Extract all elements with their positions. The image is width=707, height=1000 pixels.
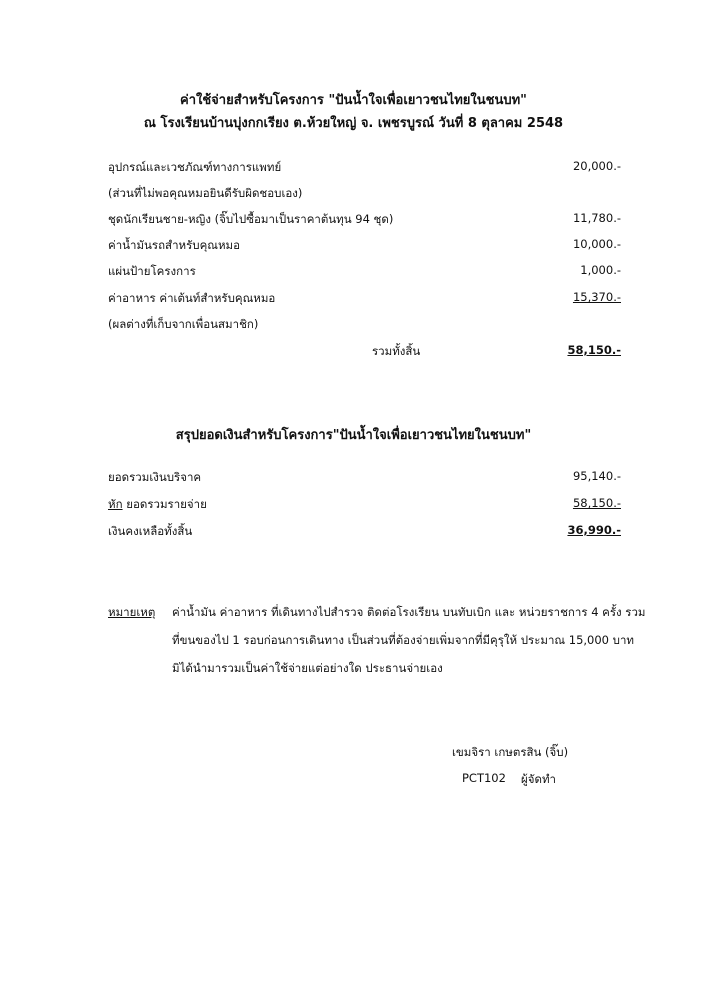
expense-item-note: (ผลต่างที่เก็บจากเพื่อนสมาชิก) [108,317,259,331]
expense-item-amount: 11,780.- [572,211,621,225]
summary-title: สรุปยอดเงินสำหรับโครงการ"ปันน้ำใจเพื่อเยาวชนไทยในชนบท" [175,428,532,443]
expenses-total-amount: 58,150.- [567,343,621,357]
expense-item-label: อุปกรณ์และเวชภัณฑ์ทางการแพทย์ [108,160,282,174]
donation-label: ยอดรวมเงินบริจาค [108,470,202,484]
expense-item-label: แผ่นป้ายโครงการ [108,264,196,278]
note-line: ที่ขนของไป 1 รอบก่อนการเดินทาง เป็นส่วนที่ต้องจ่ายเพิ่มจากที่มีคุรุให้ ประมาณ 15,000 บาท [172,633,634,647]
expense-item-note: (ส่วนที่ไม่พอคุณหมอยินดีรับผิดชอบเอง) [108,186,303,200]
note-label: หมายเหตุ [108,605,156,619]
expense-item-amount: 10,000.- [572,237,621,251]
signature-code: PCT102 [462,771,506,785]
expense-item-label: ชุดนักเรียนชาย-หญิง (จิ๊บไปซื้อมาเป็นราคาต้นทุน 94 ชุด) [108,212,394,226]
deduct-amount: 58,150.- [572,496,621,510]
expenses-title: ค่าใช้จ่ายสำหรับโครงการ "ปันน้ำใจเพื่อเยาวชนไทยในชนบท" [180,93,527,108]
expense-item-amount: 15,370.- [572,290,621,304]
signature-name: เขมจิรา เกษตรสิน (จิ๊บ) [452,745,569,759]
note-line: ค่าน้ำมัน ค่าอาหาร ที่เดินทางไปสำรวจ ติดต่อโรงเรียน บนทับเบิก และ หน่วยราชการ 4 ครั้ง รวม [172,605,646,619]
deduct-word: หัก [108,497,123,511]
expense-item-amount: 1,000.- [580,263,621,277]
expense-item-label: ค่าน้ำมันรถสำหรับคุณหมอ [108,238,241,252]
deduct-label: ยอดรวมรายจ่าย [126,497,207,511]
expense-item-amount: 20,000.- [572,159,621,173]
balance-label: เงินคงเหลือทั้งสิ้น [108,524,193,538]
balance-amount: 36,990.- [567,523,621,537]
deduct-row [108,496,207,514]
expenses-total-label: รวมทั้งสิ้น [372,344,421,358]
expense-item-label: ค่าอาหาร ค่าเต้นท์สำหรับคุณหมอ [108,291,276,305]
expenses-subtitle: ณ โรงเรียนบ้านบุ่งกกเรียง ต.ห้วยใหญ่ จ. เพชรบูรณ์ วันที่ 8 ตุลาคม 2548 [143,116,564,131]
donation-amount: 95,140.- [572,469,621,483]
signature-role: ผู้จัดทำ [521,772,556,786]
note-line: มิได้นำมารวมเป็นค่าใช้จ่ายแต่อย่างใด ประธานจ่ายเอง [172,661,443,675]
